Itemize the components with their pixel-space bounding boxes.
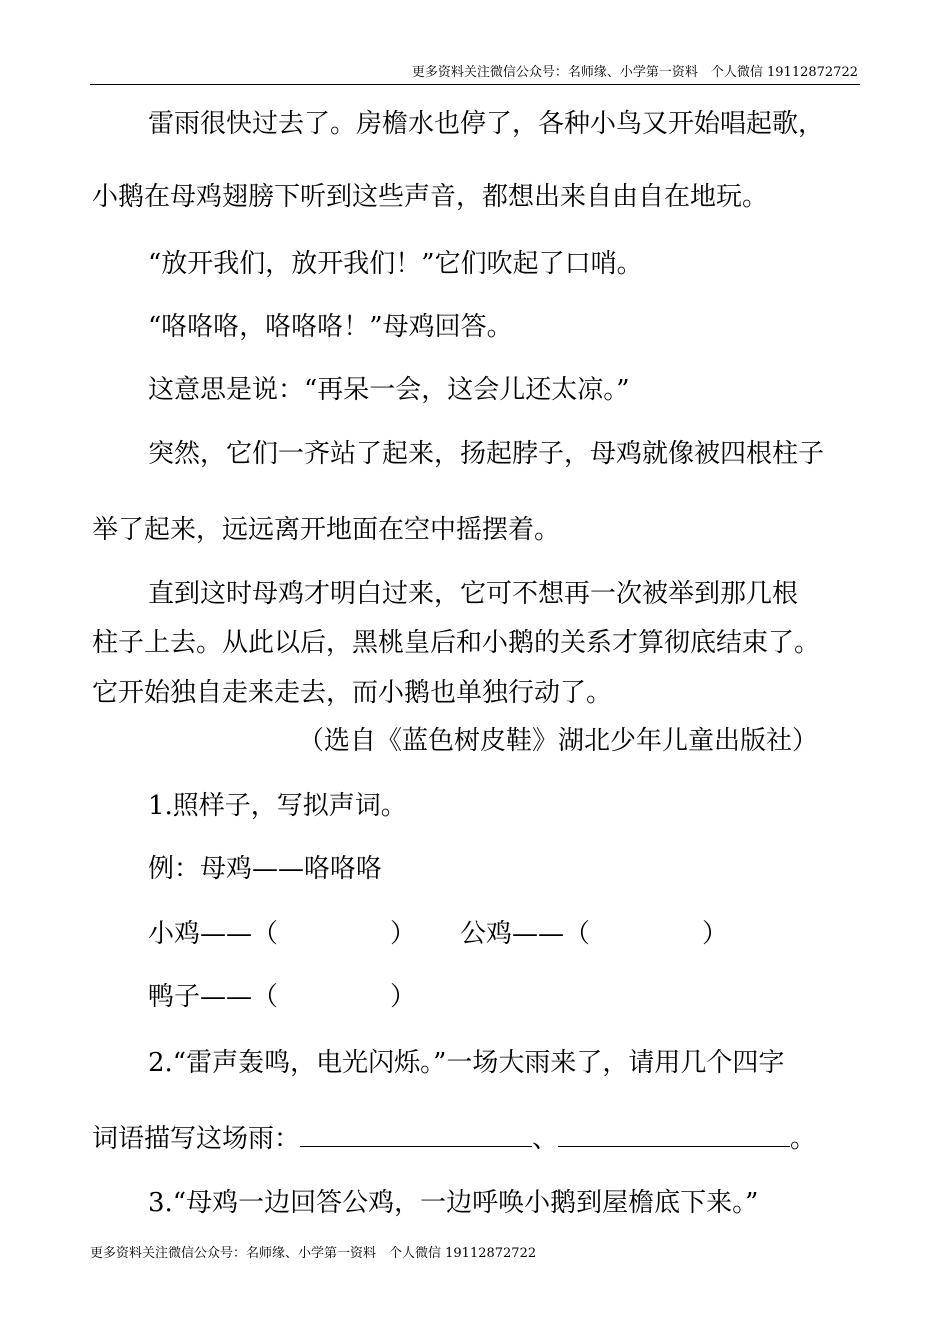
header-divider: [90, 84, 860, 85]
chick-close-paren: ）: [390, 919, 417, 949]
passage-p6-line1: 直到这时母鸡才明白过来，它可不想再一次被举到那几根: [148, 579, 799, 609]
question-1-row-1: [148, 917, 728, 951]
rooster-label: 公鸡——（: [460, 919, 591, 949]
question-2-end: 。: [790, 1124, 817, 1154]
passage-p5-line2: 举了起来，远远离开地面在空中摇摆着。: [92, 515, 561, 545]
rain-word-blank-1[interactable]: [300, 1122, 532, 1147]
passage-source: （选自《蓝色树皮鞋》湖北少年儿童出版社）: [298, 726, 819, 756]
question-1-title: 1.照样子，写拟声词。: [148, 791, 407, 821]
passage-p3: “咯咯咯，咯咯咯！”母鸡回答。: [148, 312, 513, 342]
passage-p1-line1: 雷雨很快过去了。房檐水也停了，各种小鸟又开始唱起歌，: [148, 109, 825, 139]
question-1-example: 例：母鸡——咯咯咯: [148, 854, 383, 884]
passage-p5-line1: 突然，它们一齐站了起来，扬起脖子，母鸡就像被四根柱子: [148, 439, 825, 469]
page-footer: 更多资料关注微信公众号：名师缘、小学第一资料 个人微信 19112872722: [90, 1246, 537, 1261]
passage-p6-line3: 它开始独自走来走去，而小鹅也单独行动了。: [92, 678, 613, 708]
chick-label: 小鸡——（: [148, 919, 279, 949]
passage-p6-line2: 柱子上去。从此以后，黑桃皇后和小鹅的关系才算彻底结束了。: [92, 628, 821, 658]
page-header: 更多资料关注微信公众号：名师缘、小学第一资料 个人微信 19112872722: [411, 65, 858, 80]
passage-p2: “放开我们，放开我们！”它们吹起了口哨。: [148, 249, 643, 279]
passage-p1-line2: 小鹅在母鸡翅膀下听到这些声音，都想出来自由自在地玩。: [92, 182, 769, 212]
duck-close-paren: ）: [390, 982, 417, 1012]
question-2-line2: [92, 1122, 816, 1156]
question-1-row-2: [148, 980, 416, 1014]
question-2-separator: 、: [532, 1124, 559, 1154]
question-3-line1: 3.“母鸡一边回答公鸡，一边呼唤小鹅到屋檐底下来。”: [148, 1188, 759, 1218]
question-2-line1: 2.“雷声轰鸣，电光闪烁。”一场大雨来了，请用几个四字: [148, 1048, 785, 1078]
question-2-prefix: 词语描写这场雨：: [92, 1124, 301, 1154]
passage-p4: 这意思是说：“再呆一会，这会儿还太凉。”: [148, 375, 630, 405]
rain-word-blank-2[interactable]: [558, 1122, 790, 1147]
rooster-close-paren: ）: [702, 919, 729, 949]
duck-label: 鸭子——（: [148, 982, 279, 1012]
